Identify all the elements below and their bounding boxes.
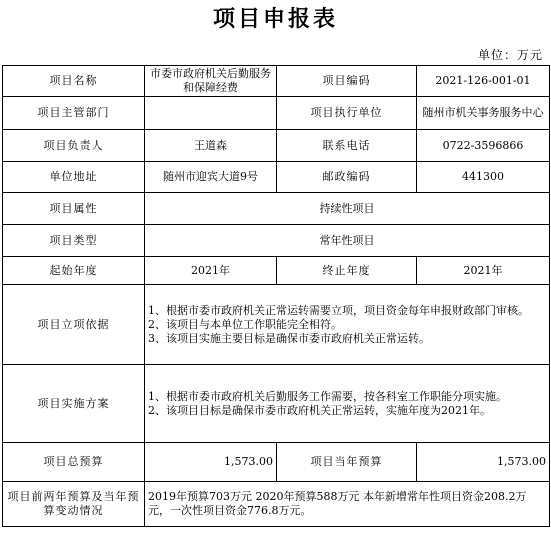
attribute-value: 持续性项目: [145, 193, 550, 225]
executor-value: 随州市机关事务服务中心: [417, 97, 550, 130]
row-plan: [3, 365, 550, 443]
row-address: [3, 162, 550, 193]
history-label: 项目前两年预算及当年预算变动情况: [3, 482, 145, 527]
plan-label: 项目实施方案: [3, 365, 145, 443]
address-value: 随州市迎宾大道9号: [145, 162, 277, 193]
row-supervisor: [3, 97, 550, 130]
type-label: 项目类型: [3, 225, 145, 257]
basis-value: 1、根据市委市政府机关正常运转需要立项，项目资金每年申报财政部门审核。 2、该项目与本单位工作职能完全相符。 3、该项目实施主要目标是确保市委市政府机关正常运转。: [145, 285, 550, 365]
supervisor-label: 项目主管部门: [3, 97, 145, 130]
basis-label: 项目立项依据: [3, 285, 145, 365]
supervisor-value: [145, 97, 277, 130]
executor-label: 项目执行单位: [277, 97, 417, 130]
start-year-value: 2021年: [145, 257, 277, 285]
row-attribute: [3, 193, 550, 225]
current-budget-value: 1,573.00: [417, 443, 550, 482]
form-title: 项目申报表: [212, 6, 338, 32]
history-value: 2019年预算703万元 2020年预算588万元 本年新增常年性项目资金208.2万元，一次性项目资金776.8万元。: [145, 482, 550, 527]
row-budget: [3, 443, 550, 482]
row-type: [3, 225, 550, 257]
project-code-label: 项目编码: [277, 66, 417, 97]
attribute-label: 项目属性: [3, 193, 145, 225]
project-name-value: 市委市政府机关后勤服务和保障经费: [145, 66, 277, 97]
project-code-value: 2021-126-001-01: [417, 66, 550, 97]
current-budget-label: 项目当年预算: [277, 443, 417, 482]
row-manager: [3, 130, 550, 162]
address-label: 单位地址: [3, 162, 145, 193]
start-year-label: 起始年度: [3, 257, 145, 285]
row-basis: [3, 285, 550, 365]
type-value: 常年性项目: [145, 225, 550, 257]
total-budget-value: 1,573.00: [145, 443, 277, 482]
plan-value: 1、根据市委市政府机关后勤服务工作需要，按各科室工作职能分项实施。 2、该项目目标是确保市委市政府机关正常运转，实施年度为2021年。: [145, 365, 550, 443]
phone-label: 联系电话: [277, 130, 417, 162]
manager-value: 王道森: [145, 130, 277, 162]
project-name-label: 项目名称: [3, 66, 145, 97]
postcode-label: 邮政编码: [277, 162, 417, 193]
total-budget-label: 项目总预算: [3, 443, 145, 482]
manager-label: 项目负责人: [3, 130, 145, 162]
end-year-label: 终止年度: [277, 257, 417, 285]
row-project-name: [3, 66, 550, 97]
project-application-table: [2, 65, 550, 527]
row-years: [3, 257, 550, 285]
postcode-value: 441300: [417, 162, 550, 193]
phone-value: 0722-3596866: [417, 130, 550, 162]
end-year-value: 2021年: [417, 257, 550, 285]
row-history: [3, 482, 550, 527]
unit-label: 单位：万元: [477, 48, 543, 62]
